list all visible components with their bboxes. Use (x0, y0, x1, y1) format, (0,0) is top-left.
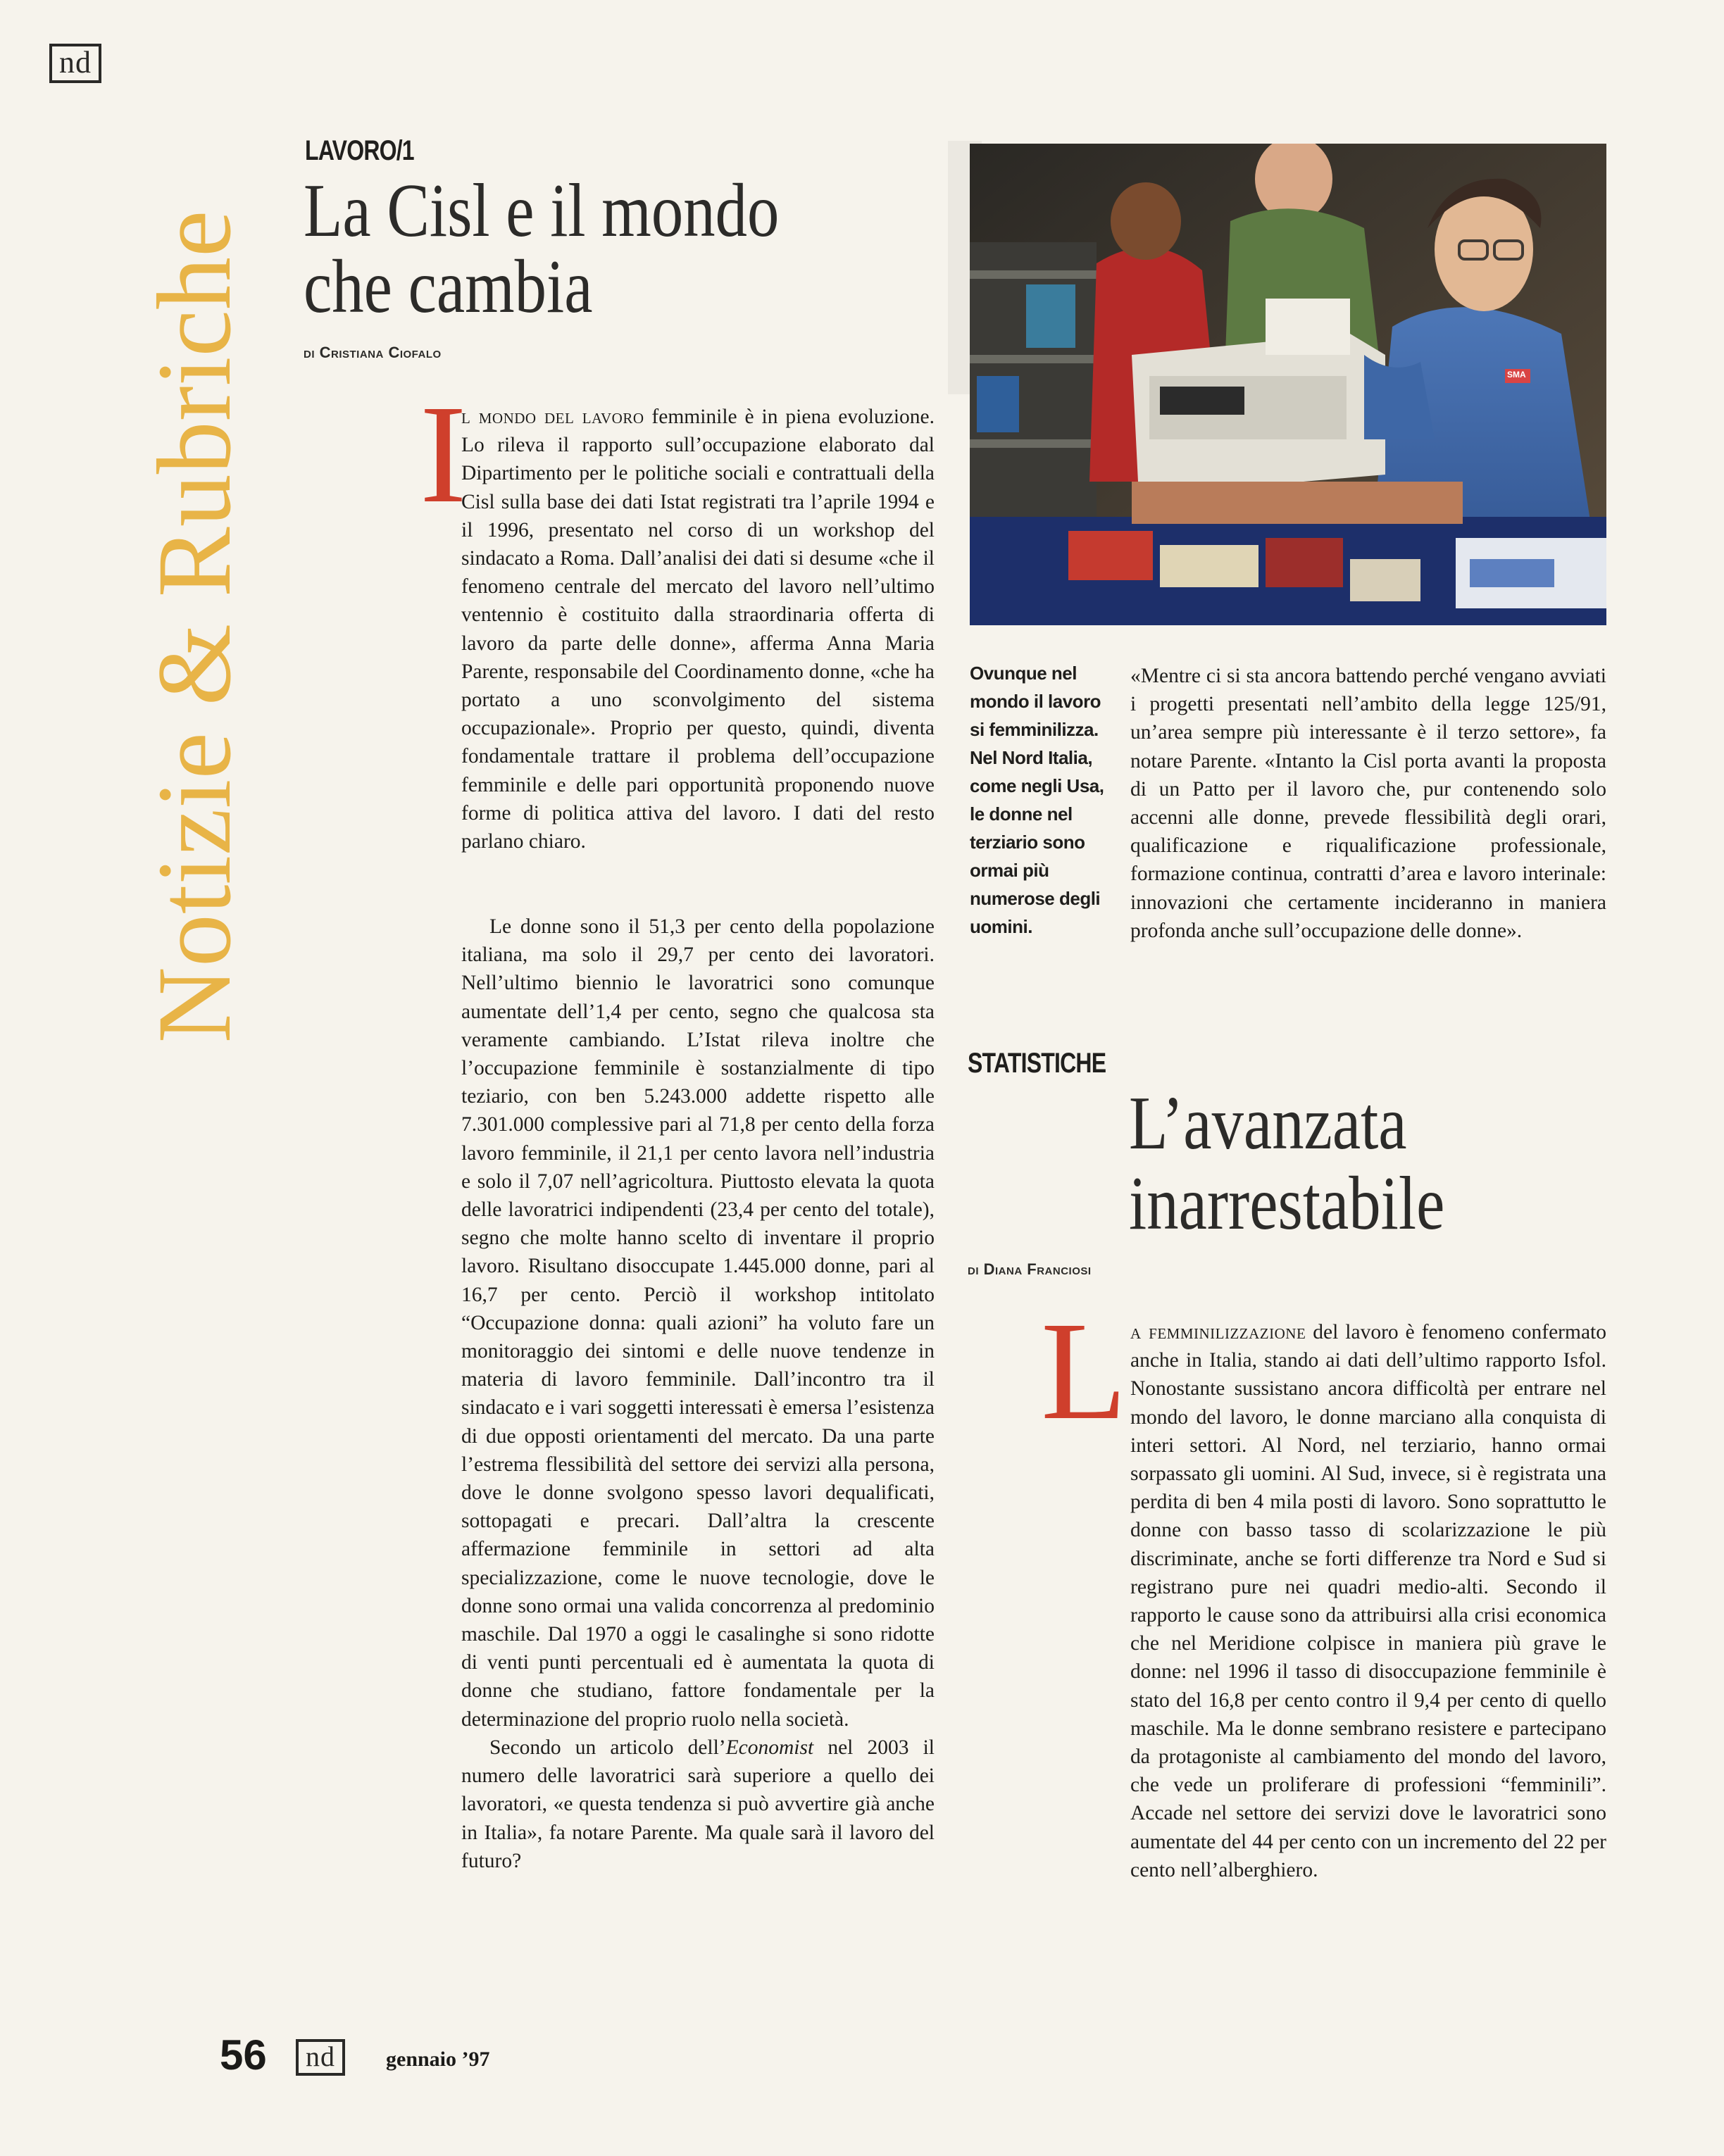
article1-title-line1: La Cisl e il mondo (304, 169, 780, 253)
article1-dropcap: I (420, 377, 467, 532)
article2-dropcap: L (1041, 1293, 1128, 1449)
article1-paragraph-3-b: nel 2003 il numero delle lavoratrici sarà superiore a quello dei lavoratori, «e questa tendenza si può avvertire già anche in Italia», fa notare Parente. Ma quale sarà il lavoro del futuro? (461, 1736, 935, 1872)
article1-lead-smallcaps: l mondo del lavoro (461, 406, 644, 428)
masthead-logo: nd (49, 44, 101, 83)
page-number: 56 (220, 2031, 267, 2079)
article2-title-line1: L’avanzata (1129, 1082, 1407, 1165)
article1-paragraph-4: «Mentre ci si sta ancora battendo perché vengano avviati i progetti presentati nell’ambito della legge 125/91, un’area sempre più interessante è il terzo settore», fa notare Parente. «Intanto la Cisl porta avanti la proposta di un Patto per il lavoro che, pur contenendo solo accenni alle donne, prevede flessibilità degli orari, qualificazione e riqualificazione professionale, formazione continua, contratti d’area e lavoro interinale: innovazioni che certamente incideranno in maniera profonda anche sull’occupazione delle donne». (1130, 665, 1606, 942)
article1-paragraph-3-italic: Economist (725, 1736, 814, 1759)
article2-lead-smallcaps: a femminilizzazione (1130, 1321, 1306, 1343)
section-rubric (131, 211, 258, 1042)
article1-title-line2: che cambia (304, 245, 593, 329)
photo-caption: Ovunque nel mondo il lavoro si femminilizza. Nel Nord Italia, come negli Usa, le donne nel terziario sono ormai più numerose degli uomini. (970, 663, 1104, 937)
article1-column-continued (461, 913, 935, 1875)
article1-kicker: LAVORO/1 (305, 135, 414, 166)
article2-kicker: STATISTICHE (968, 1048, 1106, 1079)
article1-paragraph-3-a: Secondo un articolo dell’ (489, 1736, 726, 1759)
article1-column-right (1130, 662, 1606, 945)
article1-column (461, 403, 935, 855)
photo-badge: SMA (1507, 370, 1526, 380)
article2-byline: di Diana Franciosi (968, 1260, 1092, 1278)
article1-paragraph-2: Le donne sono il 51,3 per cento della popolazione italiana, ma solo il 29,7 per cento dei lavoratori. Nell’ultimo biennio le lavoratrici sono comunque aumentate dell’1,4 per cento, segno che qualcosa sta veramente cambiando. L’Istat rileva inoltre che l’occupazione femminile è sostanzialmente di tipo teziario, con ben 5.243.000 addette rispetto alle 7.301.000 complessive pari al 71,8 per cento della forza lavoro femminile, il 21,1 per cento lavora nell’industria e solo il 7,07 nell’agricoltura. Piuttosto elevata la quota delle lavoratrici indipendenti (23,4 per cento del totale), segno che molte hanno scelto di inventare il proprio lavoro. Risultano disoccupate 1.445.000 donne, pari al 16,7 per cento. Perciò il workshop intitolato “Occupazione donna: quali azioni” ha voluto fare un monitoraggio dei sintomi e delle nuove tendenze in materia di lavoro femminile. Dall’incontro tra il sindacato e i vari soggetti interessati è emersa l’esistenza di due opposti orientamenti del mercato. Da una parte l’estrema flessibilità del settore dei servizi alla persona, dove le donne svolgono spesso lavori dequalificati, sottopagati e precari. Dall’altra la crescente affermazione femminile in settori ad alta specializzazione, come le nuove tecnologie, dove le donne sono ormai una valida concorrenza al predominio maschile. Dal 1970 a oggi le casalinghe si sono ridotte di venti punti percentuali ed è aumentata la quota di donne che studiano, fattore fondamentale per la determinazione del proprio ruolo nella società. (461, 915, 935, 1731)
article2-paragraph (1130, 1318, 1606, 1884)
section-rubric-label: Notizie & Rubriche (136, 210, 253, 1043)
article2-title-line2: inarrestabile (1129, 1162, 1445, 1246)
article1-byline: di Cristiana Ciofalo (304, 344, 442, 361)
article2-paragraph-text: del lavoro è fenomeno confermato anche in Italia, stando ai dati dell’ultimo rapporto Isfol. Nonostante sussistano ancora difficoltà per entrare nel mondo del lavoro, le donne marciano alla conquista di interi settori. Al Nord, nel terziario, hanno ormai sorpassato gli uomini. Al Sud, invece, si è registrata una perdita di ben 4 mila posti di lavoro. Sono soprattutto le donne con basso tasso di scolarizzazione le più discriminate, anche se forti differenze tra Nord e Sud si registrano pure nei quadri medio-alti. Secondo il rapporto le cause sono da attribuirsi alla crisi economica che nel Meridione colpisce in maniera più grave le donne: nel 1996 il tasso di disoccupazione femminile è stato del 16,8 per cento contro il 9,4 per cento di quello maschile. Ma le donne sembrano resistere e partecipano da protagoniste al cambiamento del mondo del lavoro, che vede un proliferare di professioni “femminili”. Accade nel settore dei servizi dove le lavoratrici sono aumentate del 44 per cento con un incremento del 22 per cento nell’alberghiero. (1130, 1321, 1606, 1881)
article1-paragraph-1-text: femminile è in piena evoluzione. Lo rileva il rapporto sull’occupazione elaborato dal Dipartimento per le politiche sociali e contrattuali della Cisl sulla base dei dati Istat registrati tra l’aprile 1994 e il 1996, presentato nel corso di un workshop del sindacato a Roma. Dall’analisi dei dati si desume «che il fenomeno centrale del mercato del lavoro nell’ultimo ventennio è costituito dalla straordinaria offerta di lavoro da parte delle donne», afferma Anna Maria Parente, responsabile del Coordinamento donne, «che ha portato a uno sconvolgimento del sistema occupazionale». Proprio per questo, quindi, diventa fondamentale trattare il problema dell’occupazione femminile e delle pari opportunità proponendo nuove forme di politica attiva del lavoro. I dati del resto parlano chiaro. (461, 406, 935, 853)
photo-cashier (970, 144, 1606, 625)
footer-date: gennaio ’97 (386, 2048, 490, 2071)
photo-illustration (970, 144, 1606, 625)
footer-logo: nd (296, 2039, 345, 2076)
article2-column (1130, 1318, 1606, 1884)
article1-paragraph-1 (461, 403, 935, 855)
article1-paragraph-3 (461, 1734, 935, 1875)
